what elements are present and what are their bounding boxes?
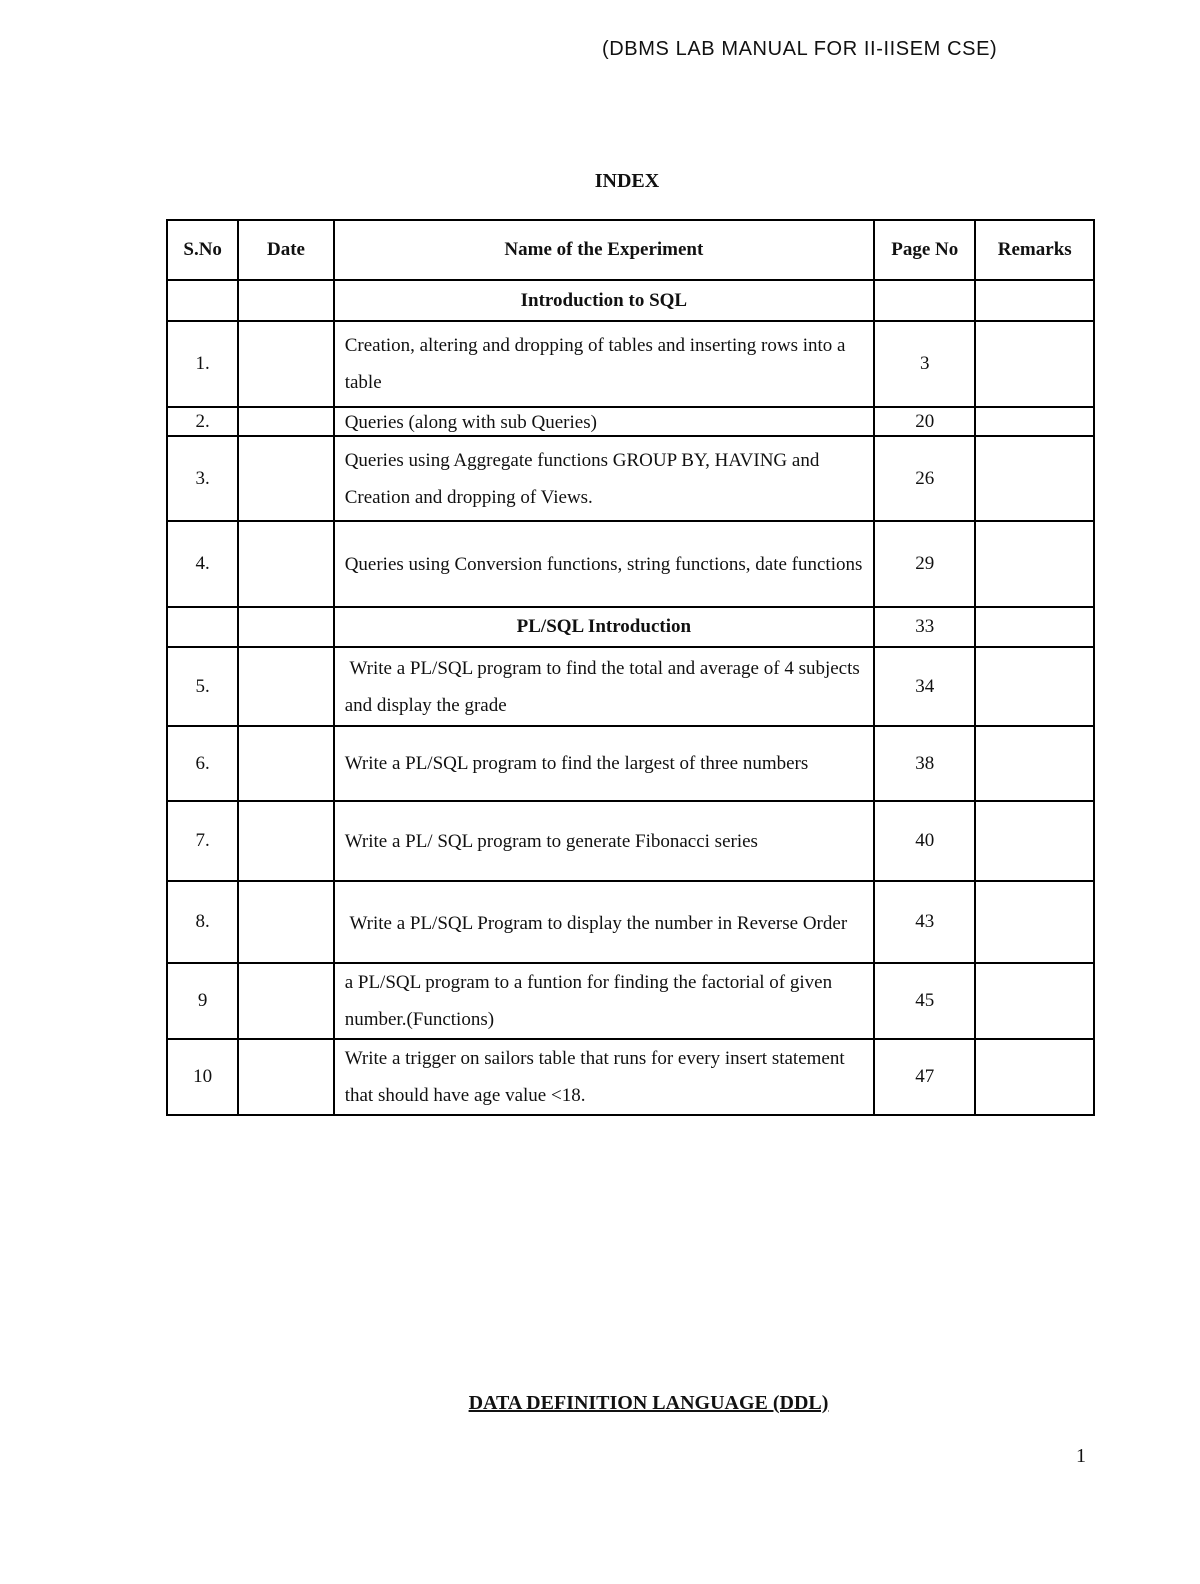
cell-date (238, 280, 333, 321)
table-header-row (167, 220, 1094, 280)
cell-remarks (975, 647, 1094, 726)
section-heading: Introduction to SQL (334, 280, 874, 321)
table-row (167, 1039, 1094, 1115)
cell-remarks (975, 280, 1094, 321)
cell-experiment: Creation, altering and dropping of tables and inserting rows into a table (334, 321, 874, 407)
page-number: 1 (1076, 1445, 1086, 1467)
cell-page: 26 (874, 436, 975, 521)
cell-sno (167, 607, 238, 647)
cell-remarks (975, 963, 1094, 1039)
table-row (167, 607, 1094, 647)
cell-sno: 8. (167, 881, 238, 963)
column-header-name: Name of the Experiment (334, 220, 874, 280)
cell-remarks (975, 881, 1094, 963)
cell-date (238, 321, 333, 407)
cell-remarks (975, 801, 1094, 881)
table-row (167, 801, 1094, 881)
cell-experiment: Write a PL/SQL program to find the largest of three numbers (334, 726, 874, 801)
cell-page: 38 (874, 726, 975, 801)
cell-page: 20 (874, 407, 975, 436)
cell-sno (167, 280, 238, 321)
cell-date (238, 407, 333, 436)
cell-sno: 10 (167, 1039, 238, 1115)
cell-sno: 3. (167, 436, 238, 521)
cell-page: 34 (874, 647, 975, 726)
cell-remarks (975, 521, 1094, 607)
cell-sno: 9 (167, 963, 238, 1039)
column-header-date: Date (238, 220, 333, 280)
cell-page: 43 (874, 881, 975, 963)
cell-date (238, 436, 333, 521)
column-header-sno: S.No (167, 220, 238, 280)
cell-experiment: Queries using Conversion functions, string functions, date functions (334, 521, 874, 607)
cell-experiment: Queries using Aggregate functions GROUP BY, HAVING and Creation and dropping of Views. (334, 436, 874, 521)
cell-experiment: Write a PL/SQL Program to display the number in Reverse Order (334, 881, 874, 963)
table-row (167, 881, 1094, 963)
column-header-page: Page No (874, 220, 975, 280)
table-row (167, 647, 1094, 726)
running-header: (DBMS LAB MANUAL FOR II-IISEM CSE) (602, 38, 998, 60)
cell-remarks (975, 407, 1094, 436)
cell-date (238, 647, 333, 726)
cell-page: 45 (874, 963, 975, 1039)
cell-page: 33 (874, 607, 975, 647)
cell-date (238, 1039, 333, 1115)
cell-page: 40 (874, 801, 975, 881)
table-row (167, 436, 1094, 521)
cell-sno: 4. (167, 521, 238, 607)
index-title: INDEX (594, 170, 660, 192)
cell-remarks (975, 436, 1094, 521)
column-header-remarks: Remarks (975, 220, 1094, 280)
cell-experiment: Write a PL/ SQL program to generate Fibonacci series (334, 801, 874, 881)
cell-page: 29 (874, 521, 975, 607)
cell-date (238, 881, 333, 963)
cell-page (874, 280, 975, 321)
cell-remarks (975, 1039, 1094, 1115)
cell-sno: 5. (167, 647, 238, 726)
table-row (167, 521, 1094, 607)
cell-remarks (975, 607, 1094, 647)
cell-date (238, 521, 333, 607)
table-row (167, 407, 1094, 436)
cell-experiment: Write a PL/SQL program to find the total and average of 4 subjects and display the grade (334, 647, 874, 726)
cell-sno: 6. (167, 726, 238, 801)
table-row (167, 726, 1094, 801)
table-row (167, 280, 1094, 321)
cell-date (238, 963, 333, 1039)
cell-sno: 1. (167, 321, 238, 407)
table-row (167, 321, 1094, 407)
table-row (167, 963, 1094, 1039)
cell-sno: 7. (167, 801, 238, 881)
cell-remarks (975, 726, 1094, 801)
cell-date (238, 607, 333, 647)
section-heading: PL/SQL Introduction (334, 607, 874, 647)
cell-experiment: Queries (along with sub Queries) (334, 407, 874, 436)
cell-page: 47 (874, 1039, 975, 1115)
section-heading-ddl: DATA DEFINITION LANGUAGE (DDL) (468, 1392, 829, 1414)
cell-experiment: a PL/SQL program to a funtion for finding the factorial of given number.(Functions) (334, 963, 874, 1039)
cell-date (238, 801, 333, 881)
cell-date (238, 726, 333, 801)
cell-remarks (975, 321, 1094, 407)
cell-experiment: Write a trigger on sailors table that runs for every insert statement that should have age value <18. (334, 1039, 874, 1115)
cell-page: 3 (874, 321, 975, 407)
cell-sno: 2. (167, 407, 238, 436)
index-table (166, 219, 1095, 1116)
